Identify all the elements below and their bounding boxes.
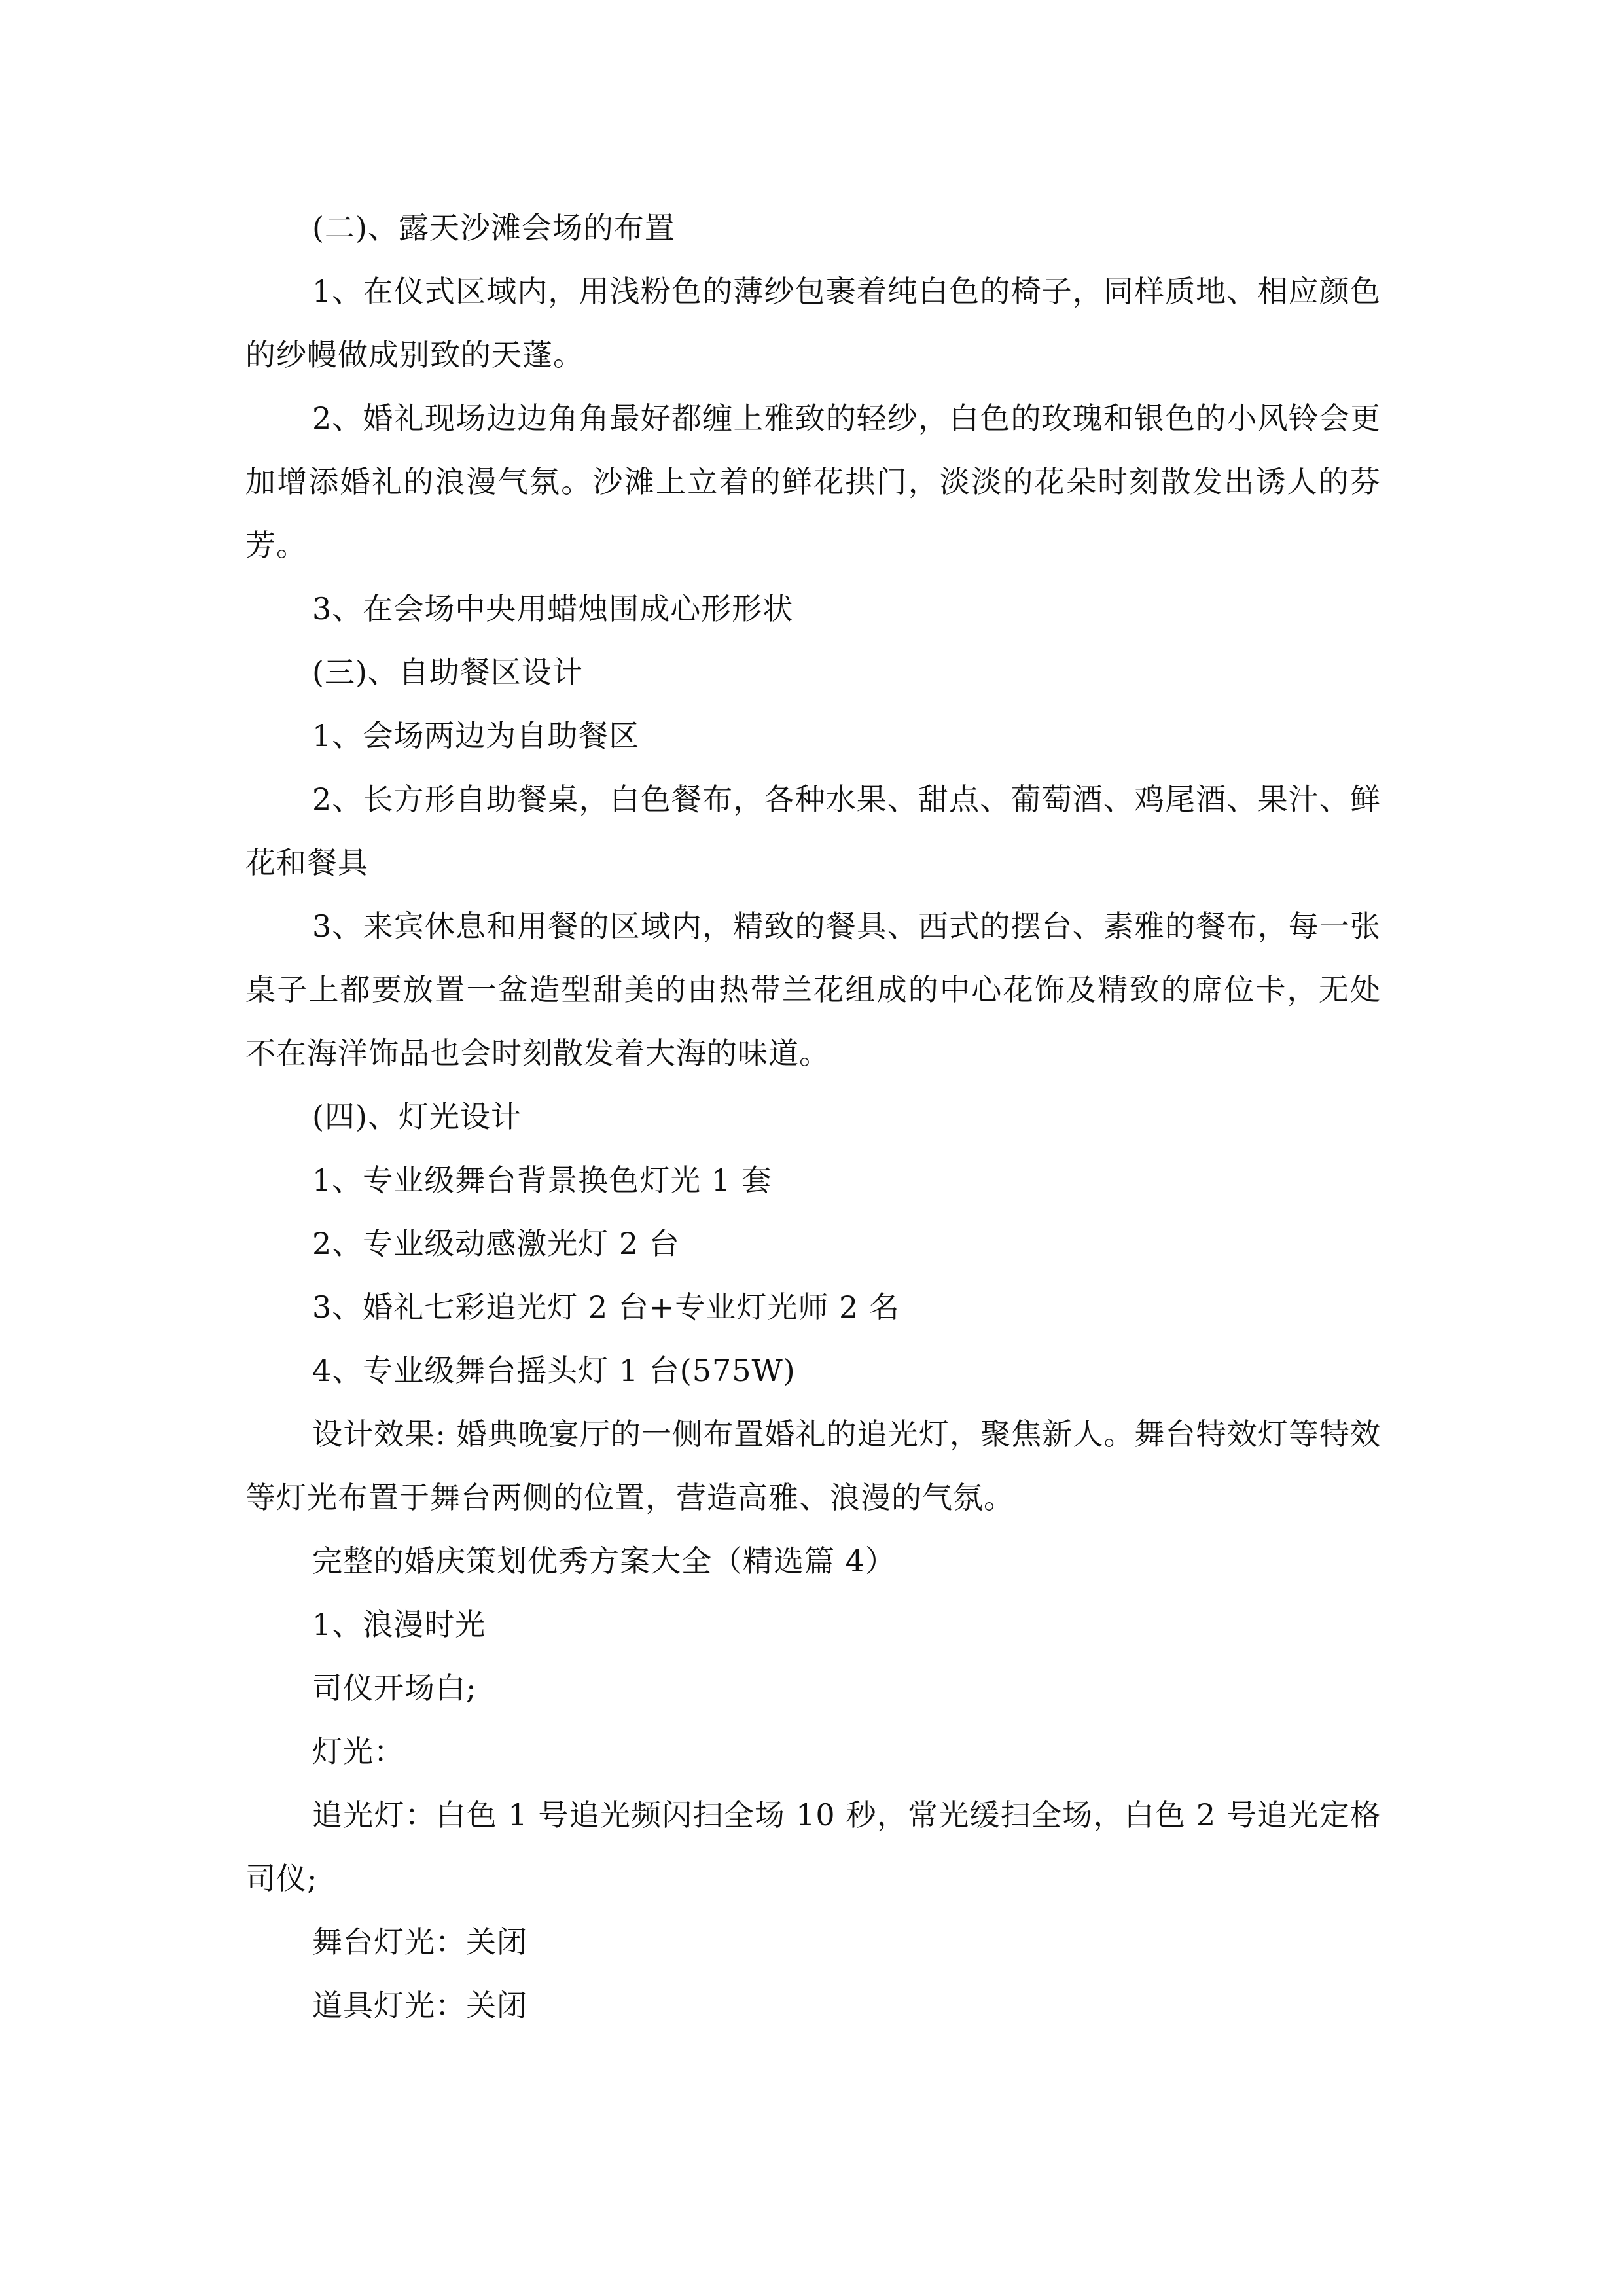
paragraph-buffet-tables: 2、长方形自助餐桌，白色餐布，各种水果、甜点、葡萄酒、鸡尾酒、果汁、鲜花和餐具 xyxy=(245,781,1381,880)
paragraph-ceremony-chairs: 1、在仪式区域内，用浅粉色的薄纱包裹着纯白色的椅子，同样质地、相应颜色的纱幔做成别致的天蓬。 xyxy=(245,274,1381,372)
section-heading-plan-4: 完整的婚庆策划优秀方案大全（精选篇 4） xyxy=(312,1543,896,1579)
paragraph-prop-lighting: 道具灯光：关闭 xyxy=(312,1988,527,2023)
paragraph-buffet-area: 1、会场两边为自助餐区 xyxy=(312,718,640,753)
paragraph-stage-lighting: 舞台灯光：关闭 xyxy=(312,1924,527,1960)
paragraph-design-effect: 设计效果: 婚典晚宴厅的一侧布置婚礼的追光灯，聚焦新人。舞台特效灯等特效等灯光布置于舞台两侧的位置，营造高雅、浪漫的气氛。 xyxy=(245,1416,1381,1515)
paragraph-candle-heart: 3、在会场中央用蜡烛围成心形形状 xyxy=(312,591,794,626)
list-item-lighting-4: 4、专业级舞台摇头灯 1 台(575W) xyxy=(312,1353,796,1388)
list-item-lighting-3: 3、婚礼七彩追光灯 2 台+专业灯光师 2 名 xyxy=(312,1289,900,1325)
paragraph-lighting-label: 灯光： xyxy=(312,1734,404,1769)
section-heading-lighting: (四)、灯光设计 xyxy=(312,1099,522,1134)
section-heading-beach-venue: (二)、露天沙滩会场的布置 xyxy=(312,210,675,245)
list-item-romantic-time: 1、浪漫时光 xyxy=(312,1607,486,1642)
section-heading-buffet: (三)、自助餐区设计 xyxy=(312,655,583,690)
paragraph-gauze-decoration: 2、婚礼现场边边角角最好都缠上雅致的轻纱，白色的玫瑰和银色的小风铃会更加增添婚礼的浪漫气氛。沙滩上立着的鲜花拱门，淡淡的花朵时刻散发出诱人的芬芳。 xyxy=(245,401,1381,563)
list-item-lighting-1: 1、专业级舞台背景换色灯光 1 套 xyxy=(312,1162,772,1198)
paragraph-host-opening: 司仪开场白; xyxy=(312,1670,477,1706)
list-item-lighting-2: 2、专业级动感激光灯 2 台 xyxy=(312,1226,680,1261)
paragraph-guest-area: 3、来宾休息和用餐的区域内，精致的餐具、西式的摆台、素雅的餐布，每一张桌子上都要放置一盆造型甜美的由热带兰花组成的中心花饰及精致的席位卡，无处不在海洋饰品也会时刻散发着大海的味道。 xyxy=(245,908,1381,1071)
document-body xyxy=(245,196,1381,2037)
paragraph-spotlight: 追光灯：白色 1 号追光频闪扫全场 10 秒，常光缓扫全场，白色 2 号追光定格司仪; xyxy=(245,1797,1381,1896)
